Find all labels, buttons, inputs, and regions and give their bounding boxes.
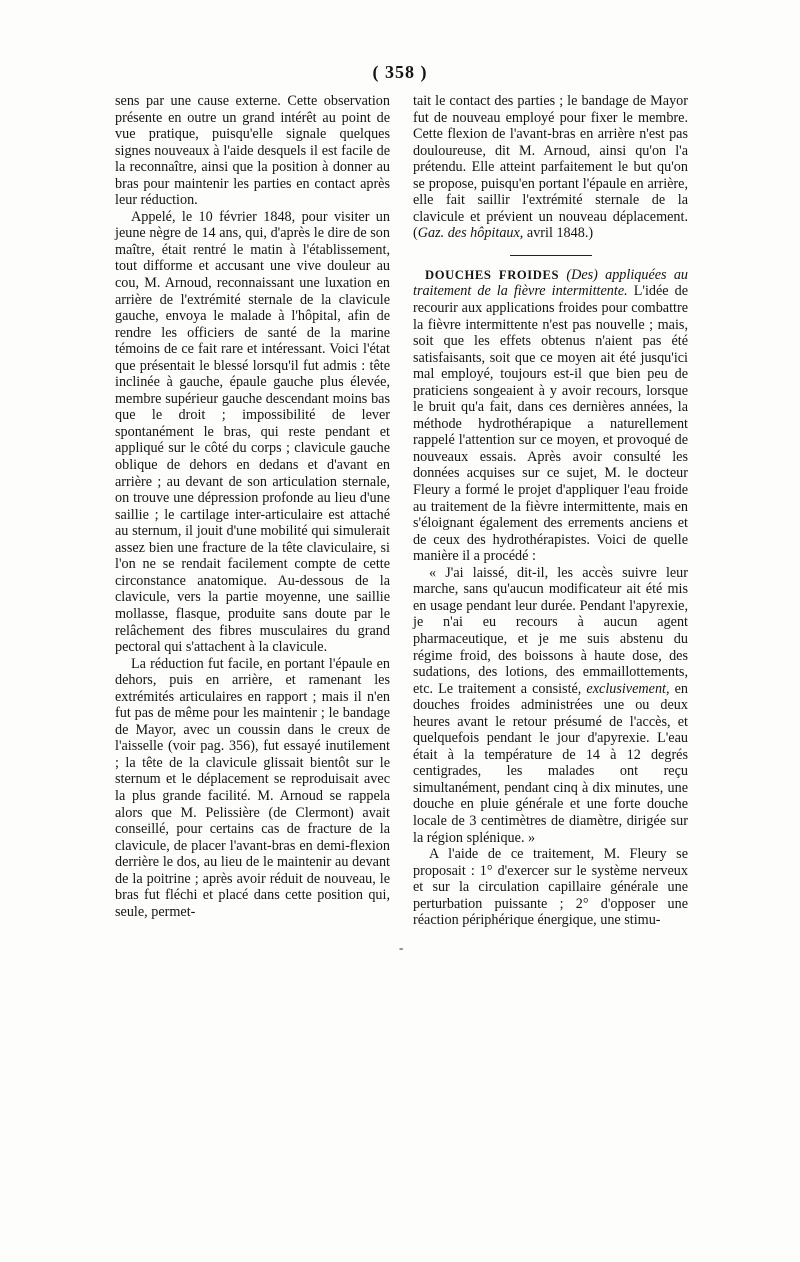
quote-emphasis: exclusivement (586, 680, 666, 697)
right-paragraph-3 (413, 565, 688, 846)
quote-part-1: « J'ai laissé, dit-il, les accès suivre leur marche, sans qu'aucun modificateur ait été mis en usage pendant leur durée. Pendant l'apyrexie, je n'ai eu recours à aucun agent pharmaceutique, et je me suis abstenu du régime froid, des boissons à haute dose, des sudations, des lotions, des emmaillottements, etc. Le traitement a consisté, (413, 564, 688, 697)
quote-part-2: , en douches froides administrées une ou deux heures avant le retour présumé de l'accès, et quelquefois pendant le jour d'apyrexie. L'eau était à la température de 14 à 12 degrés centigrades, les malades ont reçu simultanément, pendant cinq à dix minutes, une douche en pluie générale et une forte douche locale de 3 centimètres de diamètre, dirigée sur la région splénique. » (413, 680, 688, 846)
right-column (413, 93, 688, 929)
citation-open: ( (413, 225, 418, 242)
page-number: ( 358 ) (372, 62, 428, 82)
right-paragraph-4: A l'aide de ce traitement, M. Fleury se proposait : 1° d'exercer sur le système nerveux et sur la circulation capillaire générale une perturbation puissante ; 2° d'opposer une réaction périphérique énergique, une stimu- (413, 846, 688, 929)
right-paragraph-1-text: tait le contact des parties ; le bandage de Mayor fut de nouveau employé pour fixer le membre. Cette flexion de l'avant-bras en arrière n'est pas douloureuse, dit M. Arnoud, ainsi qu'on l'a prétendu. Elle atteint parfaitement le but qu'on se propose, puisqu'en portant l'épaule en arrière, elle fait saillir l'extrémité sternale de la clavicule et prévient un nouveau déplacement. (413, 93, 688, 225)
margin-mark: - (399, 940, 404, 955)
left-paragraph-3: La réduction fut facile, en portant l'épaule en dehors, puis en arrière, et ramenant les extrémités articulaires en rapport ; mais il n'en fut pas de même pour les maintenir ; le bandage de Mayor, avec un coussin dans le creux de l'aisselle (voir pag. 356), fut essayé inutilement ; la tête de la clavicule glissait bientôt sur le sternum et le déplacement se reproduisait avec la plus grande facilité. M. Arnoud se rappela alors que M. Pelissière (de Clermont) avait conseillé, pour certains cas de fracture de la clavicule, de placer l'avant-bras en demi-flexion derrière le dos, au lieu de le maintenir au devant de la poitrine ; après avoir réduit de nouveau, le bras fut fléchi et placé dans cette position qui, seule, permet- (115, 655, 390, 920)
right-paragraph-2: L'idée de recourir aux applications froides pour combattre la fièvre intermittente n'est pas nouvelle ; mais, soit que les effets obtenus n'aient pas été satisfaisants, soit que ce moyen ait été jusqu'ici mal employé, toujours est-il que bien peu de praticiens songeaient à y avoir recours, lorsque le bruit qu'a fait, dans ces dernières années, la méthode hydrothérapique a naturellement rappelé l'attention sur ce moyen, et provoqué de nouveaux essais. Après avoir consulté les données acquises sur ce sujet, M. le docteur Fleury a formé le projet d'appliquer l'eau froide au traitement de la fièvre intermittente, mais en s'éloignant également des errements anciens et de ceux des hydrothérapistes. Voici de quelle manière il a procédé : (413, 283, 688, 565)
entry-title: DOUCHES FROIDES (425, 267, 560, 282)
left-paragraph-2: Appelé, le 10 février 1848, pour visiter un jeune nègre de 14 ans, qui, d'après le dire de son maître, était rentré le matin à l'établissement, tout difforme et accusant une vive douleur au cou, M. Arnoud, reconnaissant une luxation en arrière de l'extrémité sternale de la clavicule gauche, envoya le malade à l'hôpital, afin de rendre les officiers de santé de la marine témoins de ce fait rare et intéressant. Voici l'état que présentait le blessé lorsqu'il fut admis : tête inclinée à gauche, épaule gauche plus élevée, membre supérieur gauche descendant moins bas que le droit ; impossibilité de lever spontanément le bras, qui reste pendant et appliqué sur le côté du corps ; clavicule gauche oblique de dehors en dedans et d'avant en arrière ; au devant de son articulation sternale, on trouve une dépression profonde au lieu d'une saillie ; le cartilage inter-articulaire est attaché au sternum, il jouit d'une mobilité qui simulerait assez bien une fracture de la tête claviculaire, si l'on ne se rendait facilement compte de cette circonstance anatomique. Au-dessous de la clavicule, vers la partie moyenne, une saillie mollasse, flasque, produite sans doute par le relâchement des fibres musculaires du grand pectoral qui s'attachent à la clavicule. (115, 208, 390, 656)
section-divider (510, 255, 592, 256)
citation-source: Gaz. des hôpitaux, (417, 225, 524, 242)
left-column (115, 93, 390, 920)
left-paragraph-1: sens par une cause externe. Cette observation présente en outre un grand intérêt au point de vue pratique, puisqu'elle signale quelques signes nouveaux à l'aide desquels il est facile de la reconnaître, ainsi que la position à donner au bras pour maintenir les parties en contact après leur réduction. (115, 93, 390, 209)
entry-douches-froides (413, 267, 688, 565)
right-paragraph-1 (413, 93, 688, 242)
entry-subtitle: (Des) appliquées au traitement de la fièvre intermittente. (413, 266, 689, 300)
citation-date: avril 1848.) (526, 225, 594, 242)
